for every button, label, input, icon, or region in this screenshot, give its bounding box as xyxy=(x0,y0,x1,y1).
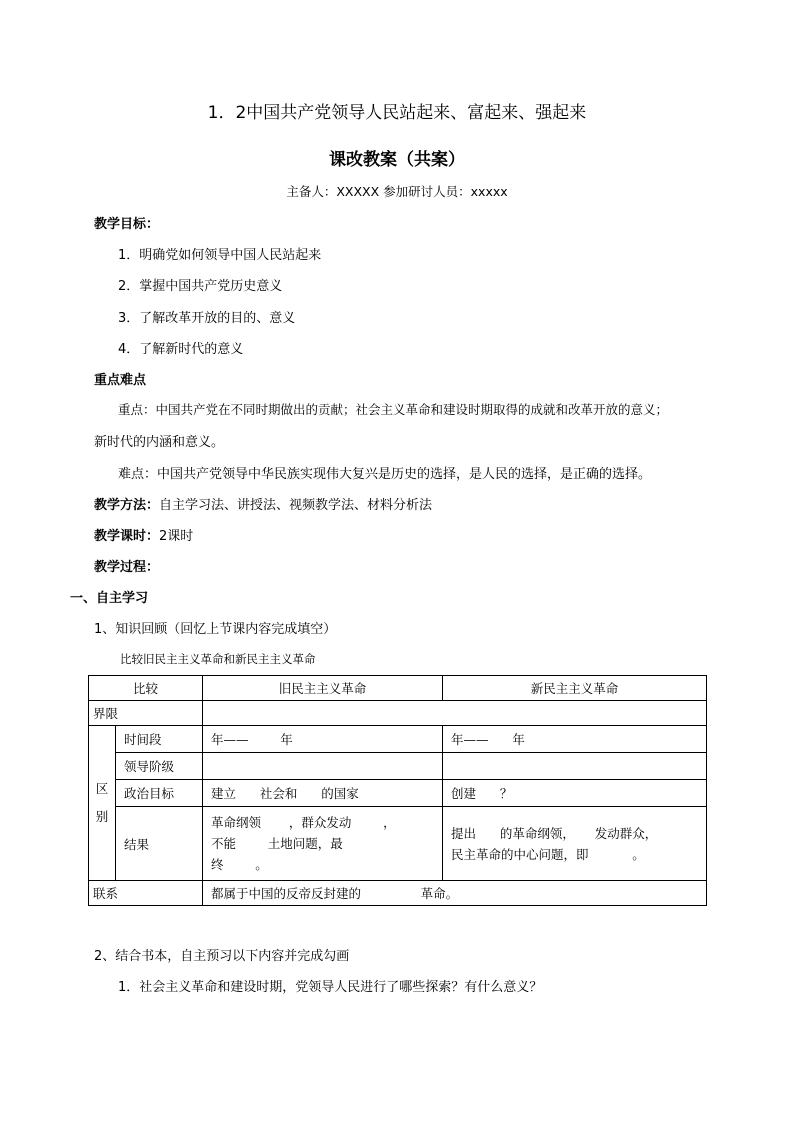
preparer-line: 主备人：XXXXX 参加研讨人员：xxxxx xyxy=(286,184,508,199)
period-new-cell: 年—— 年 xyxy=(443,726,707,753)
row-label-leader: 领导阶级 xyxy=(116,753,203,780)
focus-text: 重点：中国共产党在不同时期做出的贡献；社会主义革命和建设时期取得的成就和改革开放的意义； xyxy=(118,402,669,417)
goal-old-cell: 建立 社会和 的国家 xyxy=(203,780,443,807)
difference-char-2: 别 xyxy=(95,809,109,824)
teaching-hours-value: 2课时 xyxy=(159,529,194,544)
comparison-table xyxy=(88,675,707,906)
row-label-boundary: 界限 xyxy=(89,701,203,726)
result-new-line: 提出 的革命纲领， 发动群众， xyxy=(451,825,658,841)
header-old-democratic: 旧民主主义革命 xyxy=(203,676,443,701)
goal-new-cell: 创建 ？ xyxy=(443,780,707,807)
difference-group-label xyxy=(89,726,116,881)
result-new-line: 民主革命的中心问题，即 。 xyxy=(451,846,645,862)
table-caption: 比较旧民主主义革命和新民主主义革命 xyxy=(120,652,316,666)
key-points-heading: 重点难点 xyxy=(94,373,147,388)
table-row xyxy=(89,807,707,881)
section-item-2: 2、结合书本，自主预习以下内容并完成勾画 xyxy=(94,949,350,964)
boundary-cell xyxy=(203,701,707,726)
teaching-method-label: 教学方法： xyxy=(94,498,160,513)
table-row xyxy=(89,701,707,726)
objective-item: 1．明确党如何领导中国人民站起来 xyxy=(118,248,322,263)
row-label-goal: 政治目标 xyxy=(116,780,203,807)
result-old-cell xyxy=(203,807,443,881)
focus-text-continued: 新时代的内涵和意义。 xyxy=(94,435,225,450)
table-row xyxy=(89,726,707,753)
table-row xyxy=(89,753,707,780)
row-label-period: 时间段 xyxy=(116,726,203,753)
question-1: 1．社会主义革命和建设时期，党领导人民进行了哪些探索？有什么意义？ xyxy=(118,980,543,995)
teaching-method-value: 自主学习法、讲授法、视频教学法、材料分析法 xyxy=(159,498,433,513)
objectives-heading: 教学目标： xyxy=(94,217,160,232)
leader-new-cell xyxy=(443,753,707,780)
section-heading: 一、自主学习 xyxy=(70,591,149,606)
result-old-line: 不能 土地问题，最 xyxy=(211,836,343,851)
table-row xyxy=(89,881,707,906)
document-subtitle: 课改教案（共案） xyxy=(329,150,465,170)
header-compare: 比较 xyxy=(89,676,203,701)
period-old-cell: 年—— 年 xyxy=(203,726,443,753)
objective-item: 3．了解改革开放的目的、意义 xyxy=(118,311,296,326)
row-label-link: 联系 xyxy=(89,881,203,906)
table-header-row xyxy=(89,676,707,701)
result-old-line: 终 。 xyxy=(211,857,268,872)
section-item-1: 1、知识回顾（回忆上节课内容完成填空） xyxy=(94,622,337,637)
document-title: 1．2中国共产党领导人民站起来、富起来、强起来 xyxy=(207,103,587,123)
table-row xyxy=(89,780,707,807)
objective-item: 4．了解新时代的意义 xyxy=(118,342,244,357)
teaching-hours-label: 教学课时： xyxy=(94,529,160,544)
teaching-hours xyxy=(94,525,193,544)
row-label-result: 结果 xyxy=(116,807,203,881)
difficulty-text: 难点：中国共产党领导中华民族实现伟大复兴是历史的选择，是人民的选择，是正确的选择。 xyxy=(118,467,652,482)
result-old-line: 革命纲领 ，群众发动 ， xyxy=(211,815,396,830)
objective-item: 2．掌握中国共产党历史意义 xyxy=(118,279,283,294)
difference-char-1: 区 xyxy=(95,781,109,796)
leader-old-cell xyxy=(203,753,443,780)
result-new-cell xyxy=(443,807,707,881)
teaching-method xyxy=(94,494,432,513)
header-new-democratic: 新民主主义革命 xyxy=(443,676,707,701)
teaching-process-label: 教学过程： xyxy=(94,560,160,575)
link-cell: 都属于中国的反帝反封建的 革命。 xyxy=(203,881,707,906)
